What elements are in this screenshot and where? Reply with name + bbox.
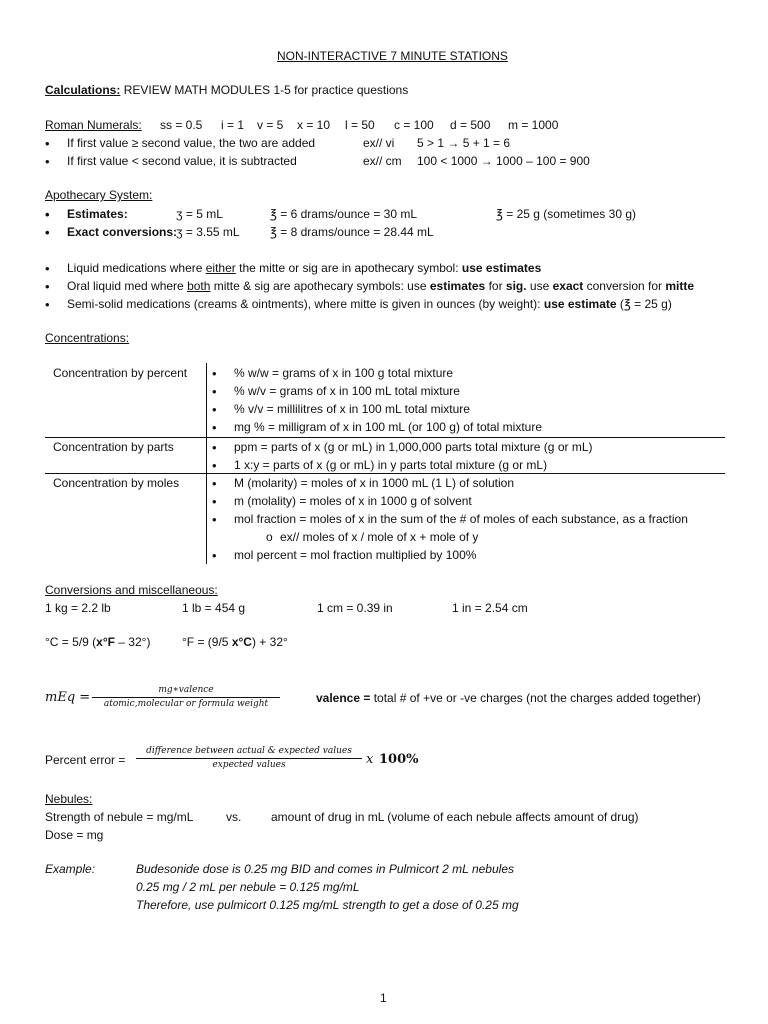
page-number: 1 [380, 991, 387, 1005]
roman-l: l = 50 [345, 118, 375, 132]
table-row-label: Concentration by moles [53, 476, 180, 490]
text-bold: use estimate [543, 297, 617, 311]
table-row-item: • mol percent = mol fraction multiplied by 100% [234, 548, 476, 563]
conversions-heading: Conversions and miscellaneous: [45, 583, 218, 597]
text-bold: estimates [429, 279, 486, 293]
fahrenheit-formula [182, 635, 288, 650]
table-row-item: • m (molality) = moles of x in 1000 g of solvent [234, 494, 472, 509]
text: total # of +ve or -ve charges (not the charges added together) [370, 691, 701, 705]
roman-rule-add-ex: ex// vi [363, 136, 395, 150]
apothecary-rule-oral [67, 279, 694, 294]
meq-denominator: atomic,molecular or formula weight [103, 699, 269, 709]
example-label: Example: [45, 862, 96, 876]
calculations-heading: Calculations: [45, 83, 121, 97]
calculations-text: REVIEW MATH MODULES 1-5 for practice questions [120, 83, 409, 97]
meq-lhs: mEq = [45, 690, 91, 705]
fraction-bar [136, 758, 362, 759]
table-row-border [45, 473, 725, 474]
table-row-item: • % w/v = grams of x in 100 mL total mixture [234, 384, 460, 399]
table-row-item: • ppm = parts of x (g or mL) in 1,000,000 parts total mixture (g or mL) [234, 440, 592, 455]
text: use [526, 279, 553, 293]
text: °C = 5/9 ( [45, 635, 97, 649]
percent-error-fraction [136, 746, 362, 771]
meq-numerator: mg∗valence [158, 685, 214, 695]
text: – 32°) [114, 635, 151, 649]
conversion-lb-g: 1 lb = 454 g [182, 601, 246, 615]
percent-error-label: Percent error = [45, 753, 126, 767]
valence-definition [316, 691, 701, 706]
text: for [485, 279, 506, 293]
table-row-label: Concentration by percent [53, 366, 188, 380]
roman-d: d = 500 [450, 118, 491, 132]
table-divider [206, 363, 207, 564]
page-title: NON-INTERACTIVE 7 MINUTE STATIONS [277, 49, 508, 63]
text: the mitte or sig are in apothecary symbol: [235, 261, 462, 275]
text: mitte & sig are apothecary symbols: use [210, 279, 430, 293]
table-row-item: • % w/w = grams of x in 100 g total mixture [234, 366, 453, 381]
table-row-item: • 1 x:y = parts of x (g or mL) in y parts total mixture (g or mL) [234, 458, 547, 473]
roman-ss: ss = 0.5 [160, 118, 203, 132]
text-bold: x°C [231, 635, 252, 649]
text-bold: use estimates [461, 261, 542, 275]
roman-rule-add: • If first value ≥ second value, the two are added [67, 136, 315, 151]
percent-error-denominator: expected values [212, 760, 286, 770]
roman-v: v = 5 [257, 118, 284, 132]
estimates-weight: ℥ = 25 g (sometimes 30 g) [496, 207, 636, 221]
text: °F = (9/5 [182, 635, 232, 649]
text-underline: both [187, 279, 211, 293]
estimates-label: • Estimates: [67, 207, 128, 222]
roman-i: i = 1 [221, 118, 245, 132]
roman-rule-subtract-ex: ex// cm [363, 154, 402, 168]
example-line: Therefore, use pulmicort 0.125 mg/mL strength to get a dose of 0.25 mg [136, 898, 519, 912]
table-row-label: Concentration by parts [53, 440, 174, 454]
text-bold: sig. [505, 279, 527, 293]
roman-c: c = 100 [394, 118, 434, 132]
nebules-heading: Nebules: [45, 792, 93, 806]
concentrations-heading: Concentrations: [45, 331, 130, 345]
exact-ounce: ℥ = 8 drams/ounce = 28.44 mL [270, 225, 434, 239]
text-underline: either [205, 261, 236, 275]
roman-rule-subtract-calc: 100 < 1000 → 1000 – 100 = 900 [417, 154, 590, 168]
apothecary-heading: Apothecary System: [45, 188, 153, 202]
text: (℥ = 25 g) [616, 297, 672, 311]
text: ) + 32° [251, 635, 288, 649]
percent-error-times: x [366, 752, 374, 767]
fraction-bar [92, 697, 280, 698]
text-bold: exact [552, 279, 584, 293]
nebule-dose: Dose = mg [45, 828, 104, 842]
apothecary-rule-semisolid [67, 297, 672, 312]
nebule-amount: amount of drug in mL (volume of each nebule affects amount of drug) [271, 810, 639, 824]
table-row-subitem: o ex// moles of x / mole of x + mole of y [280, 530, 478, 545]
exact-label: • Exact conversions: [67, 225, 177, 240]
text-bold: x°F [96, 635, 115, 649]
conversion-cm-in: 1 cm = 0.39 in [317, 601, 393, 615]
text: Oral liquid med where [67, 279, 188, 293]
estimates-dram: ʒ = 5 mL [176, 207, 223, 221]
text-bold: mitte [665, 279, 695, 293]
roman-rule-add-calc: 5 > 1 → 5 + 1 = 6 [417, 136, 511, 150]
table-row-item: • M (molarity) = moles of x in 1000 mL (1 L) of solution [234, 476, 514, 491]
estimates-ounce: ℥ = 6 drams/ounce = 30 mL [270, 207, 418, 221]
apothecary-rule-liquid [67, 261, 541, 276]
text: Liquid medications where [67, 261, 206, 275]
example-line: Budesonide dose is 0.25 mg BID and comes in Pulmicort 2 mL nebules [136, 862, 514, 876]
roman-heading: Roman Numerals: [45, 118, 142, 132]
conversion-in-cm: 1 in = 2.54 cm [452, 601, 528, 615]
conversion-kg-lb: 1 kg = 2.2 lb [45, 601, 111, 615]
text-bold: valence = [316, 691, 371, 705]
calculations-line [45, 83, 408, 98]
roman-x: x = 10 [297, 118, 331, 132]
table-row-item: • % v/v = millilitres of x in 100 mL total mixture [234, 402, 470, 417]
roman-rule-subtract: • If first value < second value, it is subtracted [67, 154, 297, 169]
table-row-item: • mg % = milligram of x in 100 mL (or 100 g) of total mixture [234, 420, 542, 435]
meq-fraction [92, 685, 280, 710]
exact-dram: ʒ = 3.55 mL [176, 225, 240, 239]
celsius-formula [45, 635, 150, 650]
nebule-vs: vs. [226, 810, 242, 824]
table-row-item: • mol fraction = moles of x in the sum of the # of moles of each substance, as a fraction [234, 512, 688, 527]
text: conversion for [583, 279, 666, 293]
roman-m: m = 1000 [508, 118, 559, 132]
percent-error-numerator: difference between actual & expected values [146, 746, 352, 756]
nebule-strength: Strength of nebule = mg/mL [45, 810, 194, 824]
text: Semi-solid medications (creams & ointments), where mitte is given in ounces (by weight): [67, 297, 544, 311]
percent-error-pct: 100% [379, 752, 419, 767]
example-line: 0.25 mg / 2 mL per nebule = 0.125 mg/mL [136, 880, 360, 894]
table-row-border [45, 437, 725, 438]
